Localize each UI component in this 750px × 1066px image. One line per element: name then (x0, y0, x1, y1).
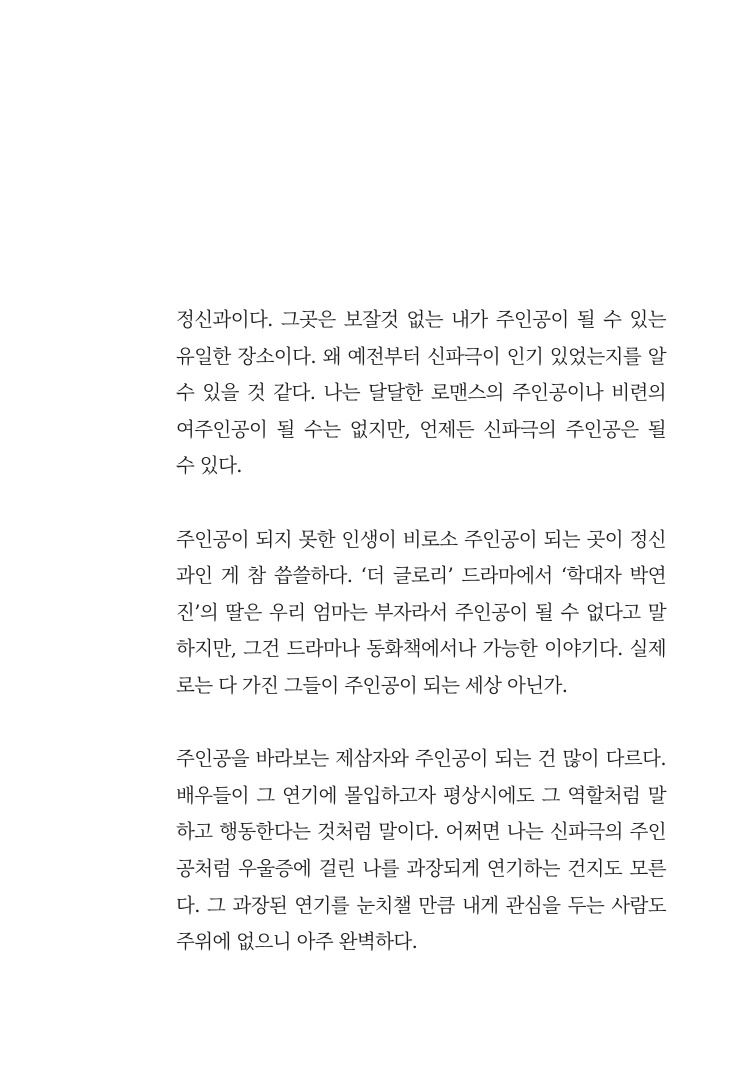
paragraph-1 (176, 302, 666, 485)
text-line: 주인공이 되지 못한 인생이 비로소 주인공이 되는 곳이 정신 (176, 527, 666, 551)
text-line: 수 있다. (176, 454, 242, 478)
text-line: 로는 다 가진 그들이 주인공이 되는 세상 아닌가. (176, 673, 568, 697)
paragraph-3 (176, 741, 666, 961)
text-line: 여주인공이 될 수는 없지만, 언제든 신파극의 주인공은 될 (176, 417, 666, 441)
text-line: 정신과이다. 그곳은 보잘것 없는 내가 주인공이 될 수 있는 (176, 308, 666, 331)
text-line: 과인 게 참 씁쓸하다. ‘더 글로리’ 드라마에서 ‘학대자 박연 (176, 564, 666, 588)
text-line: 다. 그 과장된 연기를 눈치챌 만큼 내게 관심을 두는 사람도 (176, 893, 666, 917)
text-line: 하고 행동한다는 것처럼 말이다. 어쩌면 나는 신파극의 주인 (176, 820, 666, 844)
text-line: 공처럼 우울증에 걸린 나를 과장되게 연기하는 건지도 모른 (176, 856, 666, 880)
text-line: 배우들이 그 연기에 몰입하고자 평상시에도 그 역할처럼 말 (176, 783, 666, 807)
text-line: 유일한 장소이다. 왜 예전부터 신파극이 인기 있었는지를 알 (176, 344, 666, 368)
body-text (176, 302, 666, 961)
text-line: 수 있을 것 같다. 나는 달달한 로맨스의 주인공이나 비련의 (176, 381, 666, 405)
text-line: 주인공을 바라보는 제삼자와 주인공이 되는 건 많이 다르다. (176, 747, 666, 771)
paragraph-2 (176, 522, 666, 705)
text-line: 하지만, 그건 드라마나 동화책에서나 가능한 이야기다. 실제 (176, 637, 666, 661)
text-line: 진’의 딸은 우리 엄마는 부자라서 주인공이 될 수 없다고 말 (176, 600, 666, 624)
text-line: 주위에 없으니 아주 완벽하다. (176, 930, 418, 954)
